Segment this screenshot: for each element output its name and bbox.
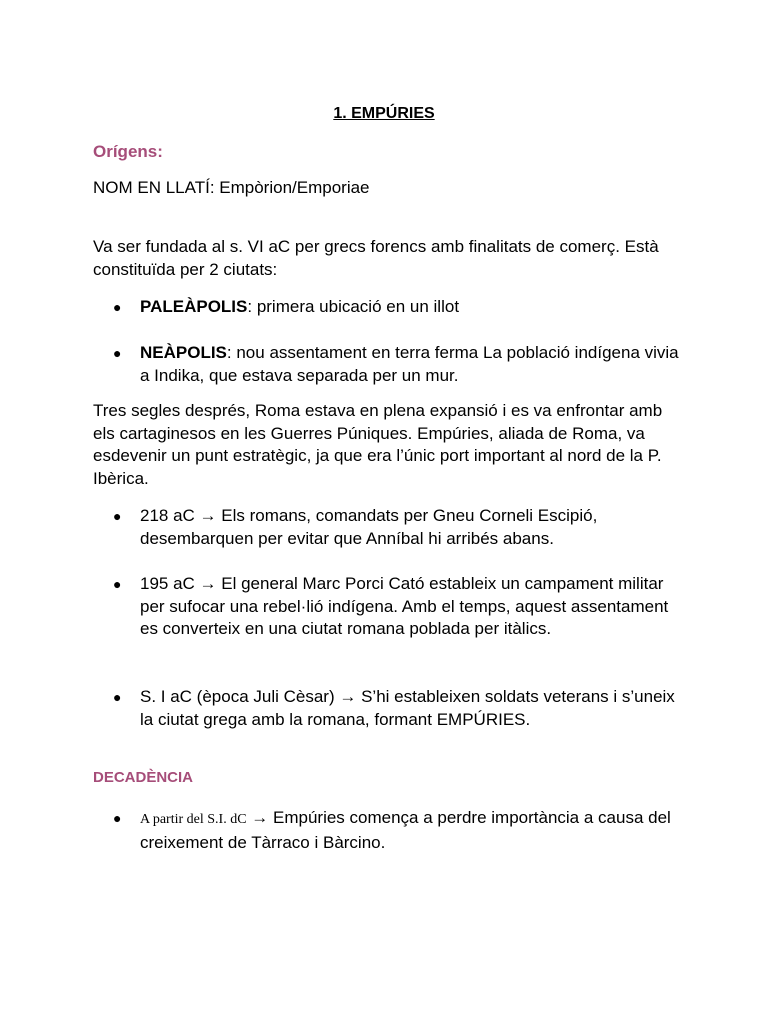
- list-item-decadencia: [113, 807, 683, 854]
- ciutat-name: NEÀPOLIS: [140, 343, 227, 362]
- tres-segles-paragraph: Tres segles després, Roma estava en plena expansió i es va enfrontar amb els cartaginesos en les Guerres Púniques. Empúries, aliada de Roma, va esdevenir un punt estratègic, ja que era l’únic port important al nord de la P. Ibèrica.: [93, 401, 663, 488]
- decadencia-prefix: A partir del S.I. dC: [140, 812, 247, 827]
- origens-heading: Orígens:: [93, 142, 163, 161]
- list-item-neapolis: [113, 342, 683, 387]
- nom-llati-paragraph: NOM EN LLATÍ: Empòrion/Emporiae: [93, 178, 370, 197]
- list-item-paleapolis: [113, 296, 683, 319]
- bullet-icon: ●: [113, 810, 122, 826]
- bullet-icon: ●: [113, 689, 122, 705]
- fundacio-paragraph: Va ser fundada al s. VI aC per grecs forencs amb finalitats de comerç. Està constituïda per 2 ciutats:: [93, 237, 659, 279]
- decadencia-text: → Empúries comença a perdre importància a causa del creixement de Tàrraco i Bàrcino.: [140, 808, 671, 852]
- list-item-218ac: [113, 505, 683, 550]
- bullet-icon: ●: [113, 576, 122, 592]
- ciutat-desc: : primera ubicació en un illot: [247, 297, 460, 316]
- list-item-195ac: [113, 573, 683, 641]
- list-item-segle-i-ac: [113, 686, 683, 731]
- ciutat-desc: : nou assentament en terra ferma La població indígena vivia a Indika, que estava separada per un mur.: [140, 343, 679, 385]
- list-item-text: 218 aC → Els romans, comandats per Gneu Corneli Escipió, desembarquen per evitar que Anníbal hi arribés abans.: [140, 506, 598, 548]
- list-item-text: [140, 296, 683, 319]
- list-item-text: [140, 342, 683, 387]
- list-item-text: [140, 807, 683, 854]
- bullet-icon: ●: [113, 345, 122, 361]
- bullet-icon: ●: [113, 299, 122, 315]
- decadencia-heading: DECADÈNCIA: [93, 769, 194, 786]
- ciutat-name: PALEÀPOLIS: [140, 297, 248, 316]
- bullet-icon: ●: [113, 508, 122, 524]
- list-item-text: S. I aC (època Juli Cèsar) → S’hi estableixen soldats veterans i s’uneix la ciutat grega amb la romana, formant EMPÚRIES.: [140, 687, 675, 729]
- list-item-text: 195 aC → El general Marc Porci Cató estableix un campament militar per sufocar una rebel·lió indígena. Amb el temps, aquest assentament es converteix en una ciutat romana poblada per itàlics.: [140, 574, 669, 638]
- page-title: 1. EMPÚRIES: [333, 105, 435, 122]
